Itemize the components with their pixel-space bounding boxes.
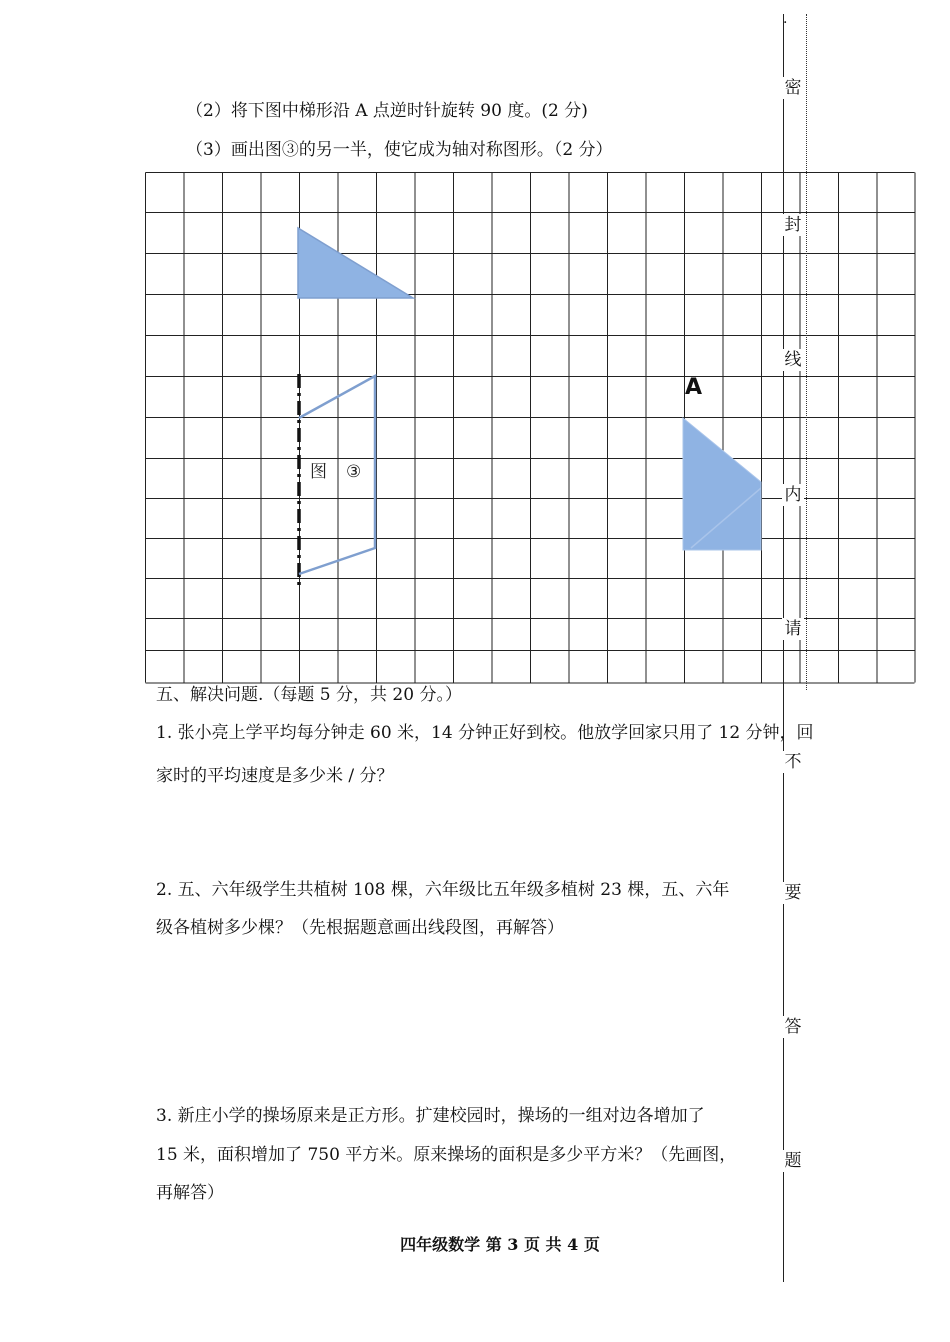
problem-3-line-3: 再解答） [156,1183,224,1203]
figure-number: ③ [346,462,362,482]
problem-2-line-1: 2. 五、六年级学生共植树 108 棵，六年级比五年级多植树 23 棵，五、六年 [156,880,730,900]
seal-char: 要 [782,882,804,904]
seal-char: 请 [782,618,804,640]
problem-1-line-2: 家时的平均速度是多少米 / 分？ [156,766,394,786]
question-3: （3）画出图③的另一半，使它成为轴对称图形。（2 分） [186,140,613,160]
grid-lines [146,173,916,684]
section5-title: 五、解决问题.（每题 5 分，共 20 分。） [156,685,462,705]
seal-dashed-line [806,14,807,690]
page-footer: 四年级数学 第 3 页 共 4 页 [400,1235,600,1254]
figure-label: 图 [310,462,327,482]
problem-3-line-2: 15 米，面积增加了 750 平方米。原来操场的面积是多少平方米？（先画图， [156,1145,737,1165]
trapezoid [683,418,761,550]
problem-2-line-2: 级各植树多少棵？（先根据题意画出线段图，再解答） [156,918,564,938]
seal-line [783,14,784,1282]
seal-char: 题 [782,1150,804,1172]
seal-char: 答 [782,1016,804,1038]
point-a-label: A [685,375,703,400]
right-triangle [298,228,413,298]
problem-1-line-1: 1. 张小亮上学平均每分钟走 60 米，14 分钟正好到校。他放学回家只用了 12 分钟，回 [156,723,814,743]
seal-char: 不 [782,751,804,773]
seal-char: 线 [782,349,804,371]
problem-3-line-1: 3. 新庄小学的操场原来是正方形。扩建校园时，操场的一组对边各增加了 [156,1106,705,1126]
seal-char: 内 [782,484,804,506]
drawing-grid [145,172,917,684]
seal-char: 封 [782,214,804,236]
seal-dot: . [783,11,788,27]
seal-char: 密 [782,77,804,99]
question-2: （2）将下图中梯形沿 A 点逆时针旋转 90 度。(2 分) [186,101,588,121]
